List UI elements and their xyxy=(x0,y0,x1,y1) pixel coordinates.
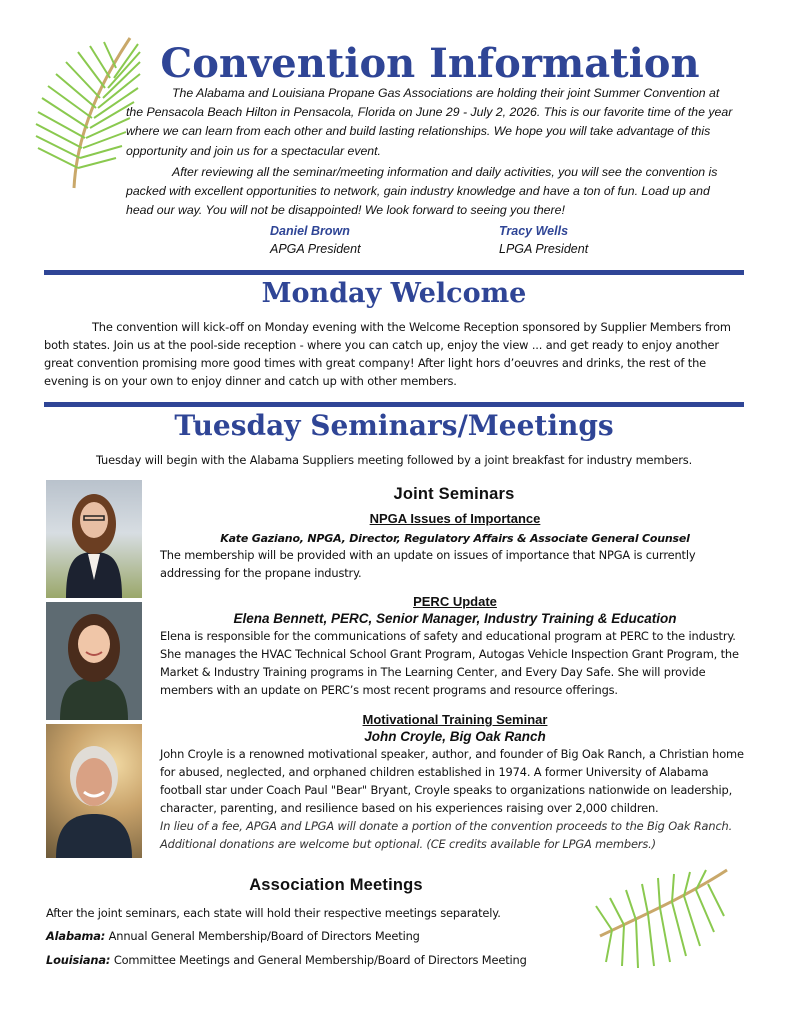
tuesday-title: Tuesday Seminars/Meetings xyxy=(174,409,614,442)
seminar-title: Motivational Training Seminar xyxy=(362,712,548,727)
seminar-speaker: John Croyle, Big Oak Ranch xyxy=(364,729,546,744)
seminar-title: PERC Update xyxy=(413,594,497,609)
signature-name: Daniel Brown xyxy=(270,224,350,238)
meeting-text: Committee Meetings and General Membership/Board of Directors Meeting xyxy=(113,953,527,967)
association-intro: After the joint seminars, each state will hold their respective meetings separately. xyxy=(46,906,501,920)
palm-leaf-bottom-icon xyxy=(592,866,732,976)
state-label: Louisiana: xyxy=(46,953,111,967)
seminar-motivational xyxy=(160,712,750,853)
association-item-alabama xyxy=(46,927,606,945)
association-meetings-heading: Association Meetings xyxy=(249,876,423,894)
divider xyxy=(44,402,744,407)
monday-text: The convention will kick-off on Monday evening with the Welcome Reception sponsored by Supplier Members from both states. Join us at the pool-side reception - where you can catch up, enjoy the view ... and get ready to enjoy another great convention promising more good times with great company! After light hors d’oeuvres and drinks, the rest of the evening is on your own to enjoy dinner and catch up with other members. xyxy=(44,320,731,388)
seminar-description: John Croyle is a renowned motivational speaker, author, and founder of Big Oak Ranch, a Christian home for abused, neglected, and orphaned children established in 1974. A former University of Alabama football star under Coach Paul "Bear" Bryant, Croyle speaks to organizations nationwide on leadership, character, parenting, and resilience based on his experiences raising over 2,000 children. xyxy=(160,747,744,815)
speaker-photo-kate-gaziano xyxy=(46,480,142,598)
seminar-npga xyxy=(160,511,750,582)
seminar-speaker: Elena Bennett, PERC, Senior Manager, Industry Training & Education xyxy=(233,611,677,626)
seminar-description: The membership will be provided with an update on issues of importance that NPGA is currently addressing for the propane industry. xyxy=(160,548,696,580)
seminar-description: Elena is responsible for the communications of safety and educational program at PERC to the industry. She manages the HVAC Technical School Grant Program, Autogas Vehicle Inspection Grant Program, the Market & Industry Training programs in The Learning Center, and Every Day Safe. She will provide members with an update on PERC’s most recent programs and resource offerings. xyxy=(160,629,739,697)
state-label: Alabama: xyxy=(46,929,106,943)
seminar-speaker: Kate Gaziano, NPGA, Director, Regulatory Affairs & Associate General Counsel xyxy=(220,532,690,545)
divider xyxy=(44,270,744,275)
intro-text xyxy=(126,84,736,220)
monday-title: Monday Welcome xyxy=(261,278,527,309)
speaker-photo-elena-bennett xyxy=(46,602,142,720)
seminar-title: NPGA Issues of Importance xyxy=(369,511,541,526)
tuesday-intro: Tuesday will begin with the Alabama Suppliers meeting followed by a joint breakfast for industry members. xyxy=(95,453,693,467)
page-title: Convention Information xyxy=(160,40,700,87)
joint-seminars-heading: Joint Seminars xyxy=(393,485,515,503)
seminar-perc xyxy=(160,594,750,699)
signature-lpga xyxy=(499,224,588,256)
meeting-text: Annual General Membership/Board of Directors Meeting xyxy=(108,929,420,943)
intro-paragraph-2: After reviewing all the seminar/meeting information and daily activities, you will see the convention is packed with excellent opportunities to network, gain industry knowledge and have a ton of fun. Load up and head our way. You will not be disappointed! We look forward to seeing you there! xyxy=(126,164,718,218)
intro-paragraph-1: The Alabama and Louisiana Propane Gas Associations are holding their joint Summer Convention at the Pensacola Beach Hilton in Pensacola, Florida on June 29 - July 2, 2026. This is our favorite time of the year where we can learn from each other and build lasting relationships. We hope you will take advantage of this opportunity and join us for a spectacular event. xyxy=(126,86,733,158)
signature-name: Tracy Wells xyxy=(499,224,569,238)
seminar-note: In lieu of a fee, APGA and LPGA will donate a portion of the convention proceeds to the Big Oak Ranch. Additional donations are welcome but optional. (CE credits available for LPGA members.) xyxy=(160,819,733,851)
signature-role: APGA President xyxy=(270,242,361,256)
speaker-photo-john-croyle xyxy=(46,724,142,858)
signature-role: LPGA President xyxy=(499,242,589,256)
association-item-louisiana xyxy=(46,951,606,969)
signature-apga xyxy=(270,224,361,256)
